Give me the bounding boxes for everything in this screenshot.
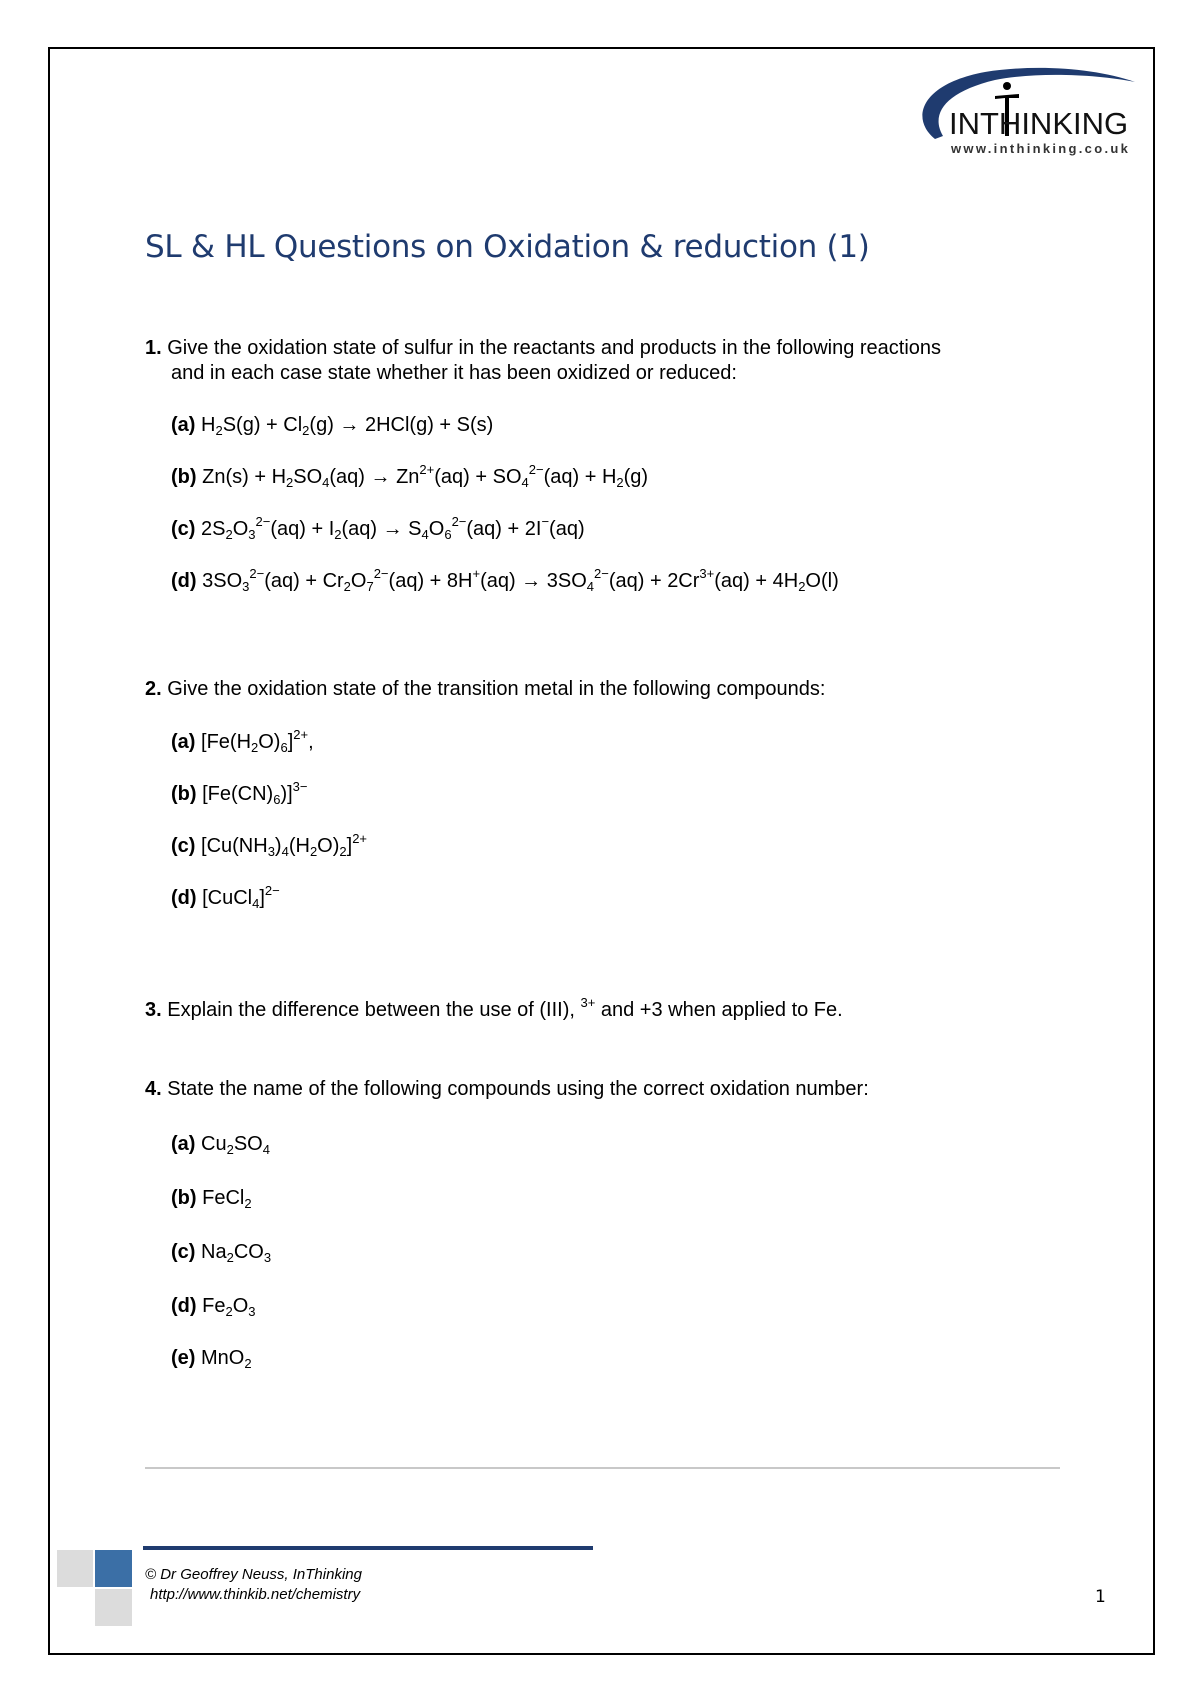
question-2 (145, 677, 825, 702)
question-3 (145, 995, 843, 1023)
part-label: (d) (171, 887, 197, 909)
question-number: 3. (145, 999, 162, 1021)
footer-square-blue (95, 1550, 132, 1587)
question-4 (145, 1077, 869, 1102)
question-number: 2. (145, 678, 162, 700)
question-text-after: and +3 when applied to Fe. (595, 999, 843, 1021)
question-number: 4. (145, 1078, 162, 1100)
question-2d (171, 883, 280, 911)
equation: $2S_2O_3^{2-}(aq) + I_2(aq) \to S_4O_6^{2-}(aq) + 2I^-(aq)$ (201, 514, 585, 542)
question-2c (171, 831, 368, 859)
question-4a (171, 1132, 270, 1157)
footer-divider (145, 1467, 1060, 1469)
question-text: State the name of the following compounds using the correct oxidation number: (167, 1078, 869, 1100)
question-number: 1. (145, 337, 162, 359)
question-4b (171, 1186, 252, 1211)
part-label: (a) (171, 731, 196, 753)
formula: FeCl$_2$ (202, 1187, 252, 1211)
question-1 (145, 336, 941, 361)
part-label: (a) (171, 414, 196, 436)
part-label: (b) (171, 783, 197, 805)
question-text: Give the oxidation state of sulfur in the reactants and products in the following reactions (167, 337, 942, 359)
formula: $[Cu(NH_3)_4(H_2O)_2]^{2+}$ (201, 831, 368, 859)
question-text: Give the oxidation state of the transition metal in the following compounds: (167, 678, 826, 700)
logo-wordmark: INTHINKING (949, 106, 1129, 141)
part-label: (c) (171, 835, 196, 857)
question-4e (171, 1346, 252, 1371)
page-title: SL & HL Questions on Oxidation & reduction (1) (145, 229, 870, 265)
formula: $Cu_2SO_4$ (201, 1133, 270, 1157)
formula: $Fe_2O_3$ (202, 1295, 256, 1319)
question-1a (171, 413, 493, 438)
question-2b (171, 779, 308, 807)
question-text-before: Explain the difference between the use of (III), (167, 999, 581, 1021)
page-number: 1 (1095, 1587, 1106, 1607)
part-label: (b) (171, 466, 197, 488)
part-label: (c) (171, 518, 196, 540)
question-1-text-continued: and in each case state whether it has been oxidized or reduced: (171, 362, 737, 384)
question-1c (171, 514, 585, 542)
formula: [CuCl$_4$]$^{2-}$ (202, 883, 280, 911)
footer-author: © Dr Geoffrey Neuss, InThinking (145, 1566, 362, 1583)
formula: MnO$_2$ (201, 1347, 252, 1371)
part-label: (d) (171, 570, 197, 592)
formula: $[Fe(H_2O)_6]^{2+}$, (201, 727, 314, 755)
part-label: (d) (171, 1295, 197, 1317)
logo-url: www.inthinking.co.uk (951, 141, 1131, 156)
equation: $3SO_3^{2-}(aq) + Cr_2O_7^{2-}(aq) + 8H^+(aq) \to 3SO_4^{2-}(aq) + 2Cr^{3+}(aq) + 4H_2O(l)$ (202, 566, 839, 594)
formula: $[Fe(CN)_6)]^{3-}$ (202, 779, 308, 807)
inthinking-logo (905, 64, 1140, 164)
part-label: (e) (171, 1347, 196, 1369)
part-label: (c) (171, 1241, 196, 1263)
part-label: (a) (171, 1133, 196, 1155)
equation: $H_2S(g) + Cl_2(g) \to 2HCl(g) + S(s)$ (201, 414, 494, 438)
question-text-sup: 3+ (580, 995, 596, 1010)
question-2a (171, 727, 314, 755)
footer-accent-bar (143, 1546, 593, 1550)
footer-url[interactable]: http://www.thinkib.net/chemistry (150, 1586, 361, 1603)
question-1b (171, 462, 649, 490)
question-1d (171, 566, 839, 594)
footer-square-grey-lower (95, 1589, 132, 1626)
question-4d (171, 1294, 255, 1319)
formula: $Na_2CO_3$ (201, 1241, 272, 1265)
part-label: (b) (171, 1187, 197, 1209)
footer-square-grey (57, 1550, 93, 1587)
equation: $Zn(s) + H_2SO_4(aq) \to Zn^{2+}(aq) + SO_4^{2-}(aq) + H_2(g)$ (202, 462, 649, 490)
question-4c (171, 1240, 271, 1265)
